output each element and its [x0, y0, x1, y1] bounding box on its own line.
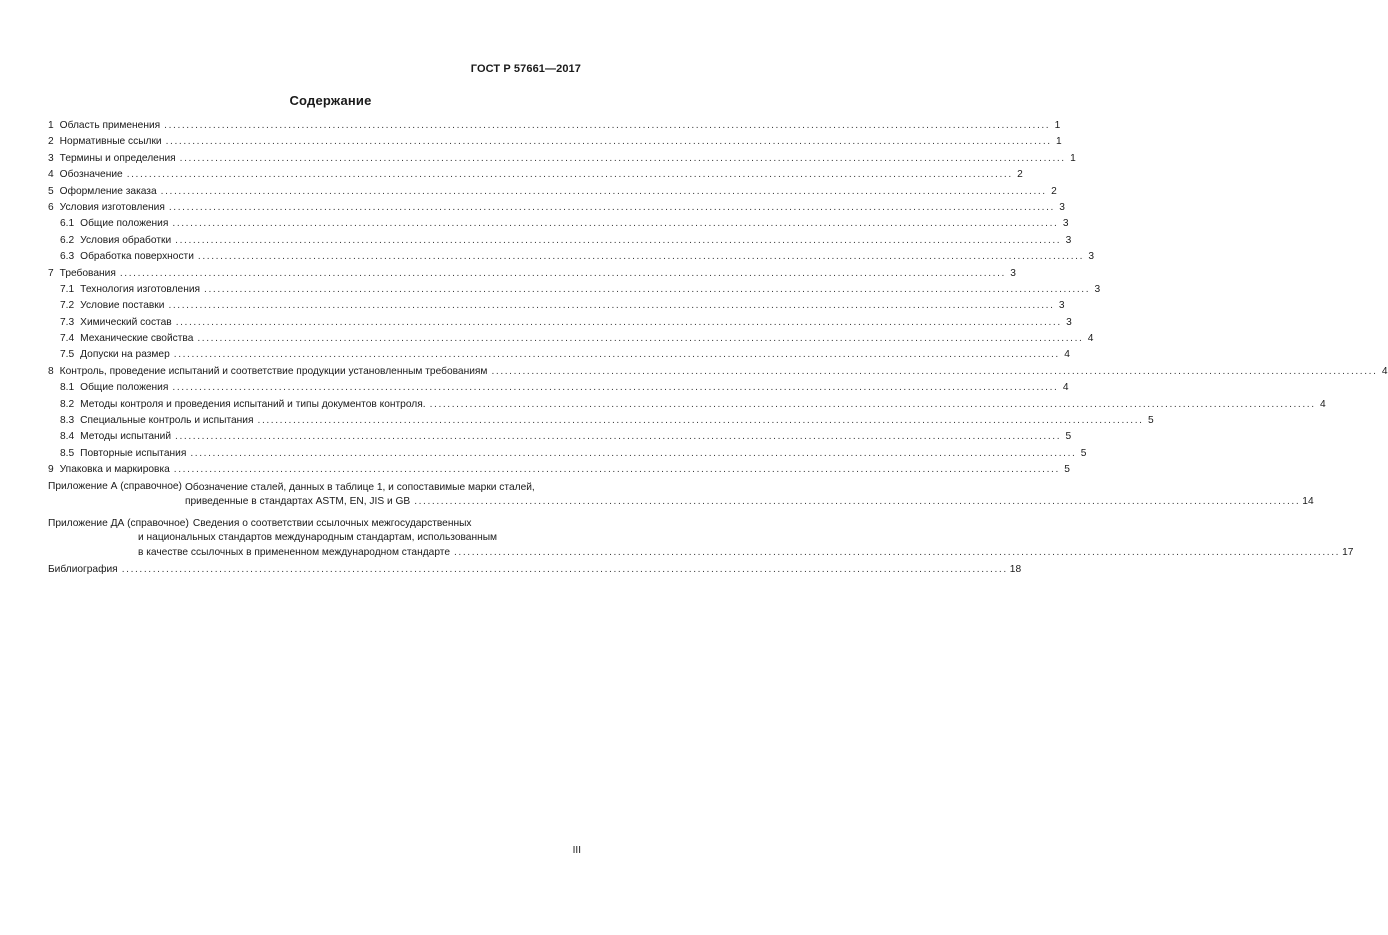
toc-entry[interactable] — [48, 249, 1095, 265]
toc-entry-title: Общие положения — [80, 218, 169, 230]
document-code: ГОСТ Р 57661—2017 — [470, 63, 581, 75]
bibliography-label: Библиография — [48, 564, 118, 576]
toc-entry-title: Специальные контроль и испытания — [80, 415, 254, 427]
toc-entry-page: 3 — [1058, 300, 1065, 312]
leader-dots: ........................................................................................................................................................................................................ — [491, 365, 1378, 377]
toc-entry-title: Допуски на размер — [80, 349, 170, 361]
toc-entry[interactable] — [48, 380, 1069, 396]
page-title: Содержание — [289, 93, 372, 108]
leader-dots: ........................................................................................................................................................................................................ — [257, 415, 1144, 427]
toc-entry-number: 9 — [48, 464, 54, 476]
toc-entry-page: 4 — [1064, 349, 1070, 361]
appendix-a-page: 14 — [1302, 496, 1314, 508]
toc-entry-page: 1 — [1056, 136, 1062, 148]
toc-entry-title: Область применения — [59, 119, 161, 131]
toc-entry-page: 5 — [1064, 464, 1070, 476]
toc-entry-number: 6.2 — [60, 234, 75, 246]
toc-entry-page: 5 — [1065, 431, 1072, 443]
toc-entry-page: 3 — [1094, 283, 1101, 295]
leader-dots: ........................................................................................................................................................................................................ — [173, 464, 1060, 476]
toc-entry-page: 2 — [1017, 169, 1023, 181]
appendix-a-line1: Обозначение сталей, данных в таблице 1, и сопоставимые марки сталей, — [184, 481, 535, 493]
toc-entry[interactable] — [48, 397, 1326, 413]
toc-entry[interactable] — [48, 184, 1057, 200]
toc-entry-number: 8.3 — [60, 415, 75, 427]
toc-entry[interactable] — [48, 298, 1065, 314]
leader-dots: ........................................................................................................................................................................................................ — [197, 333, 1084, 345]
toc-entry-title: Технология изготовления — [80, 283, 201, 295]
toc-entry-number: 8.5 — [60, 447, 75, 459]
toc-entry[interactable] — [48, 216, 1069, 232]
toc-entry[interactable] — [48, 200, 1065, 216]
toc-entry-title: Условия изготовления — [59, 201, 165, 213]
toc-entry[interactable] — [48, 118, 1061, 134]
table-of-contents — [48, 118, 1388, 578]
appendix-a-lead: Приложение А (справочное) — [48, 480, 182, 492]
toc-entry[interactable] — [48, 282, 1101, 298]
toc-entry-number: 2 — [48, 136, 54, 148]
toc-entry[interactable] — [48, 151, 1076, 167]
toc-entry-title: Термины и определения — [59, 152, 176, 164]
leader-dots: ........................................................................................................................................................................................................ — [190, 447, 1077, 459]
leader-dots: ........................................................................................................................................................................................................ — [119, 267, 1006, 279]
toc-entry[interactable] — [48, 413, 1154, 429]
toc-entry-title: Обработка поверхности — [80, 251, 194, 263]
toc-entry-title: Общие положения — [80, 382, 169, 394]
toc-entry-title: Условие поставки — [80, 300, 165, 312]
toc-entry-title: Методы испытаний — [80, 431, 172, 443]
toc-entry-title: Обозначение — [59, 169, 123, 181]
appendix-da-lead: Приложение ДА (справочное) — [48, 517, 189, 529]
toc-entry-page: 4 — [1062, 382, 1069, 394]
leader-dots: ........................................................................................................................................................................................................ — [126, 169, 1013, 181]
toc-appendix-a[interactable] — [48, 480, 1314, 510]
appendix-da-line3: в качестве ссылочных в примененном международном стандарте — [138, 546, 450, 558]
toc-entry-page: 2 — [1051, 185, 1057, 197]
toc-entry-number: 7.3 — [60, 316, 75, 328]
leader-dots: ........................................................................................................................................................................................................ — [175, 431, 1062, 443]
toc-entry[interactable] — [48, 364, 1388, 380]
toc-entry-page: 1 — [1054, 119, 1061, 131]
leader-dots: ........................................................................................................................................................................................................ — [172, 218, 1059, 230]
leader-dots: ........................................................................................................................................................................................................ — [173, 349, 1060, 361]
toc-entry-number: 6 — [48, 201, 54, 213]
bibliography-page: 18 — [1009, 564, 1022, 576]
toc-entry-number: 8.4 — [60, 431, 75, 443]
toc-entry-page: 4 — [1381, 365, 1388, 377]
toc-entry-number: 7.4 — [60, 333, 75, 345]
toc-entry-number: 8.1 — [60, 382, 75, 394]
appendix-da-page: 17 — [1342, 546, 1354, 558]
toc-entry-page: 4 — [1087, 333, 1094, 345]
toc-entry-title: Условия обработки — [80, 234, 172, 246]
leader-dots: ........................................................................................................................................................................................................ — [414, 496, 1301, 508]
toc-entry-title: Нормативные ссылки — [59, 136, 162, 148]
toc-entry-page: 3 — [1088, 251, 1095, 263]
toc-entry-title: Методы контроля и проведения испытаний и типы документов контроля. — [80, 398, 426, 410]
toc-entry-number: 7.1 — [60, 283, 75, 295]
page-number: III — [572, 845, 581, 856]
leader-dots: ........................................................................................................................................................................................................ — [168, 300, 1055, 312]
leader-dots: ........................................................................................................................................................................................................ — [429, 398, 1316, 410]
toc-entry-page: 1 — [1070, 152, 1076, 164]
toc-entry-title: Механические свойства — [80, 333, 194, 345]
toc-entry-page: 3 — [1062, 218, 1069, 230]
toc-entry-page: 3 — [1065, 234, 1072, 246]
toc-entry[interactable] — [48, 134, 1062, 150]
toc-entry-title: Оформление заказа — [59, 185, 157, 197]
toc-entry-number: 7.2 — [60, 300, 75, 312]
toc-entry[interactable] — [48, 315, 1072, 331]
toc-entry-number: 8.2 — [60, 398, 75, 410]
toc-entry-title: Требования — [59, 267, 116, 279]
toc-entry-title: Упаковка и маркировка — [59, 464, 170, 476]
toc-entry-number: 8 — [48, 365, 54, 377]
appendix-da-line2: и национальных стандартов международным стандартам, использованным — [138, 532, 498, 544]
toc-entry[interactable] — [48, 233, 1072, 249]
toc-entry[interactable] — [48, 446, 1087, 462]
leader-dots: ........................................................................................................................................................................................................ — [168, 201, 1055, 213]
toc-entry-page: 3 — [1010, 267, 1016, 279]
toc-entry-page: 4 — [1320, 398, 1326, 410]
leader-dots: ........................................................................................................................................................................................................ — [160, 185, 1047, 197]
leader-dots: ........................................................................................................................................................................................................ — [175, 316, 1062, 328]
toc-entry-number: 3 — [48, 152, 54, 164]
toc-entry-number: 7.5 — [60, 349, 75, 361]
toc-entry-number: 4 — [48, 169, 54, 181]
appendix-a-line2: приведенные в стандартах ASTM, EN, JIS и GB — [184, 496, 411, 508]
leader-dots: ........................................................................................................................................................................................................ — [164, 119, 1051, 131]
toc-entry[interactable] — [48, 429, 1072, 445]
toc-entry-number: 6.3 — [60, 251, 75, 263]
leader-dots: ........................................................................................................................................................................................................ — [197, 251, 1085, 263]
toc-entry-title: Повторные испытания — [80, 447, 187, 459]
toc-entry[interactable] — [48, 347, 1070, 363]
toc-entry-number: 1 — [48, 119, 54, 131]
toc-entry-number: 5 — [48, 185, 54, 197]
toc-entry-title: Контроль, проведение испытаний и соответствие продукции установленным требованиям — [59, 365, 488, 377]
leader-dots: ........................................................................................................................................................................................................ — [204, 283, 1091, 295]
toc-bibliography[interactable] — [48, 562, 1022, 578]
toc-entry[interactable] — [48, 167, 1023, 183]
toc-entry[interactable] — [48, 266, 1016, 282]
toc-entry-page: 5 — [1147, 415, 1154, 427]
leader-dots: ........................................................................................................................................................................................................ — [172, 382, 1059, 394]
toc-entry-page: 3 — [1059, 201, 1065, 213]
toc-entry-number: 7 — [48, 267, 54, 279]
leader-dots: ........................................................................................................................................................................................................ — [121, 564, 1008, 576]
leader-dots: ........................................................................................................................................................................................................ — [165, 136, 1052, 148]
leader-dots: ........................................................................................................................................................................................................ — [454, 546, 1341, 558]
appendix-da-line1: Сведения о соответствии ссылочных межгосударственных — [192, 517, 472, 529]
toc-entry[interactable] — [48, 462, 1070, 478]
toc-appendix-da[interactable] — [48, 517, 1354, 561]
leader-dots: ........................................................................................................................................................................................................ — [179, 152, 1066, 164]
toc-entry-title: Химический состав — [80, 316, 172, 328]
toc-entry[interactable] — [48, 331, 1094, 347]
leader-dots: ........................................................................................................................................................................................................ — [175, 234, 1062, 246]
toc-entry-page: 5 — [1080, 447, 1087, 459]
toc-entry-number: 6.1 — [60, 218, 75, 230]
toc-entry-page: 3 — [1066, 316, 1072, 328]
